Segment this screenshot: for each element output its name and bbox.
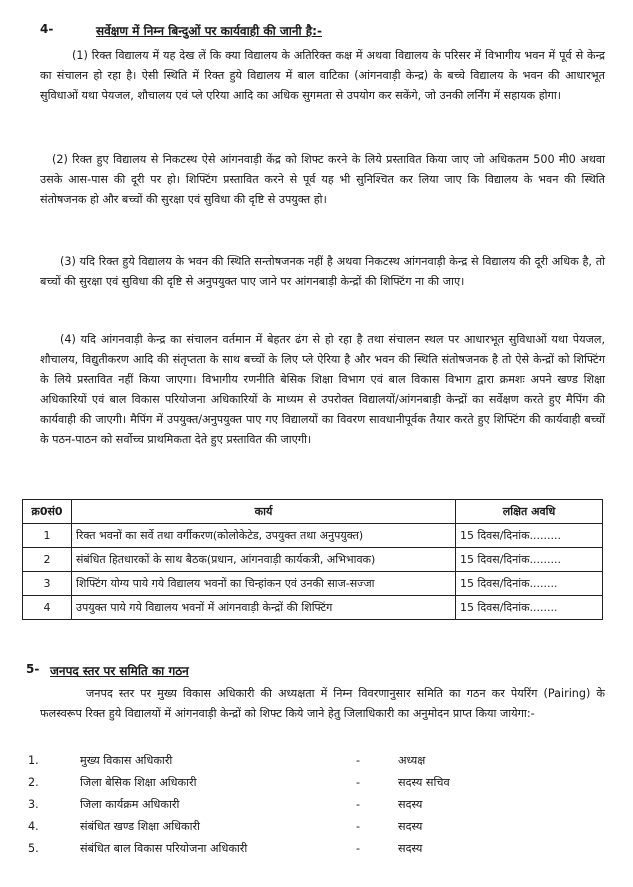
table-row <box>23 572 603 596</box>
member-no: 3. <box>28 798 39 811</box>
member-dash: - <box>356 754 361 767</box>
section4-point4: (4) यदि आंगनवाड़ी केन्द्र का संचालन वर्तमान में बेहतर ढंग से हो रहा है तथा संचालन स्थल पर आधारभूत सुविधाओं यथा पेयजल, शौचालय, विद्युतीकरण आदि की संतृप्तता के साथ बच्चों के लिए प्ले ऐरिया है और भवन की स्थिति संतोषजनक है तो ऐसे केन्द्रों को शिफ्टिंग के लिये प्रस्तावित नहीं किया जाएगा। विभागीय रणनीति बेसिक शिक्षा विभाग एवं बाल विकास विभाग द्वारा क्रमशः अपने खण्ड शिक्षा अधिकारियों एवं बाल विकास परियोजना अधिकारियों के माध्यम से उपरोक्त विद्यालयों/आंगनबाड़ी केन्द्रों का सर्वेक्षण करते हुए मैपिंग की कार्यवाही की जाएगी। मैपिंग में उपयुक्त/अनुपयुक्त पाए गए विद्यालयों का विवरण सावधानीपूर्वक तैयार करते हुए शिफ्टिंग की कार्यवाही बच्चों के पठन-पाठन को सर्वोच्च प्राथमिकता देते हुए प्रस्तावित की जाएगी। <box>40 333 605 446</box>
member-role: सदस्य <box>398 842 423 855</box>
table-header-row <box>23 500 603 524</box>
row-period: 15 दिवस/दिनांक......... <box>456 524 603 548</box>
row-task: उपयुक्त पाये गये विद्यालय भवनों में आंगनवाड़ी केन्द्रों की शिफ्टिंग <box>72 596 456 620</box>
row-period: 15 दिवस/दिनांक........ <box>456 572 603 596</box>
row-task: शिफ्टिंग योग्य पाये गये विद्यालय भवनों का चिन्हांकन एवं उनकी साज-सज्जा <box>72 572 456 596</box>
row-period: 15 दिवस/दिनांक......... <box>456 548 603 572</box>
member-no: 4. <box>28 820 39 833</box>
table-row <box>23 548 603 572</box>
header-serial: क्र0सं0 <box>23 500 72 524</box>
member-dash: - <box>356 798 361 811</box>
section4-number: 4- <box>40 22 54 36</box>
row-task: संबंधित हितधारकों के साथ बैठक(प्रधान, आंगनवाड़ी कार्यकत्री, अभिभावक) <box>72 548 456 572</box>
section4-point3: (3) यदि रिक्त हुये विद्यालय के भवन की स्थिति सन्तोषजनक नहीं है अथवा निकटस्थ आंगनवाड़ी केन्द्र से विद्यालय की दूरी अधिक है, तो बच्चों की सुरक्षा एवं सुविधा की दृष्टि से अनुपयुक्त पाए जाने पर आंगनबाड़ी केन्द्रों की शिफ्टिंग ना की जाए। <box>40 255 605 288</box>
row-task: रिक्त भवनों का सर्वे तथा वर्गीकरण(कोलोकेटेड, उपयुक्त तथा अनुपयुक्त) <box>72 524 456 548</box>
member-role: सदस्य <box>398 820 423 833</box>
section4-point2: (2) रिक्त हुए विद्यालय से निकटस्थ ऐसे आंगनवाड़ी केंद्र को शिफ्ट करने के लिये प्रस्तावित किया जाए जो अधिकतम 500 मी0 अथवा उसके आस-पास की दूरी पर हो। शिफ्टिंग प्रस्तावित करने से पूर्व यह भी सुनिश्चित कर लिया जाए कि विद्यालय के भवन की स्थिति संतोषजनक हो और बच्चों की सुरक्षा एवं सुविधा की दृष्टि से उपयुक्त हो। <box>40 153 605 206</box>
member-dash: - <box>356 842 361 855</box>
table-row <box>23 596 603 620</box>
member-role: सदस्य <box>398 798 423 811</box>
row-serial: 4 <box>23 596 72 620</box>
section4-point1: (1) रिक्त विद्यालय में यह देख लें कि क्या विद्यालय के अतिरिक्त कक्ष में अथवा विद्यालय के परिसर में विभागीय भवन में पूर्व से केन्द्र का संचालन हो रहा है। ऐसी स्थिति में रिक्त हुये विद्यालय में बाल वाटिका (आंगनवाड़ी केन्द्र) के बच्चे विद्यालय के भवन की आधारभूत सुविधाओं यथा पेयजल, शौचालय एवं प्ले एरिया आदि का अधिक सुगमता से उपयोग कर सकेंगे, जो उनकी लर्निंग में सहायक होगा। <box>40 49 605 102</box>
member-dash: - <box>356 776 361 789</box>
section5-paragraph: जनपद स्तर पर मुख्य विकास अधिकारी की अध्यक्षता में निम्न विवरणानुसार समिति का गठन कर पेयरिंग (Pairing) के फलस्वरूप रिक्त हुये विद्यालयों में आंगनवाड़ी केन्द्रों को शिफ्ट किये जाने हेतु जिलाधिकारी का अनुमोदन प्राप्त किया जायेगा:- <box>40 687 605 720</box>
table-row <box>23 524 603 548</box>
header-period: लक्षित अवधि <box>456 500 603 524</box>
member-no: 1. <box>28 754 39 767</box>
timeline-table <box>22 499 603 620</box>
member-role: अध्यक्ष <box>398 754 426 767</box>
section5-number: 5- <box>26 662 40 676</box>
section5-title: जनपद स्तर पर समिति का गठन <box>50 664 189 678</box>
member-name: मुख्य विकास अधिकारी <box>80 754 173 767</box>
member-no: 5. <box>28 842 39 855</box>
member-no: 2. <box>28 776 39 789</box>
row-serial: 1 <box>23 524 72 548</box>
row-period: 15 दिवस/दिनांक........ <box>456 596 603 620</box>
member-name: जिला कार्यक्रम अधिकारी <box>80 798 180 811</box>
row-serial: 2 <box>23 548 72 572</box>
member-name: जिला बेसिक शिक्षा अधिकारी <box>80 776 197 789</box>
member-name: संबंधित बाल विकास परियोजना अधिकारी <box>80 842 248 855</box>
member-dash: - <box>356 820 361 833</box>
member-role: सदस्य सचिव <box>398 776 450 789</box>
member-name: संबंधित खण्ड शिक्षा अधिकारी <box>80 820 200 833</box>
header-task: कार्य <box>72 500 456 524</box>
section4-title: सर्वेक्षण में निम्न बिन्दुओं पर कार्यवाही की जानी है:- <box>96 24 322 38</box>
row-serial: 3 <box>23 572 72 596</box>
